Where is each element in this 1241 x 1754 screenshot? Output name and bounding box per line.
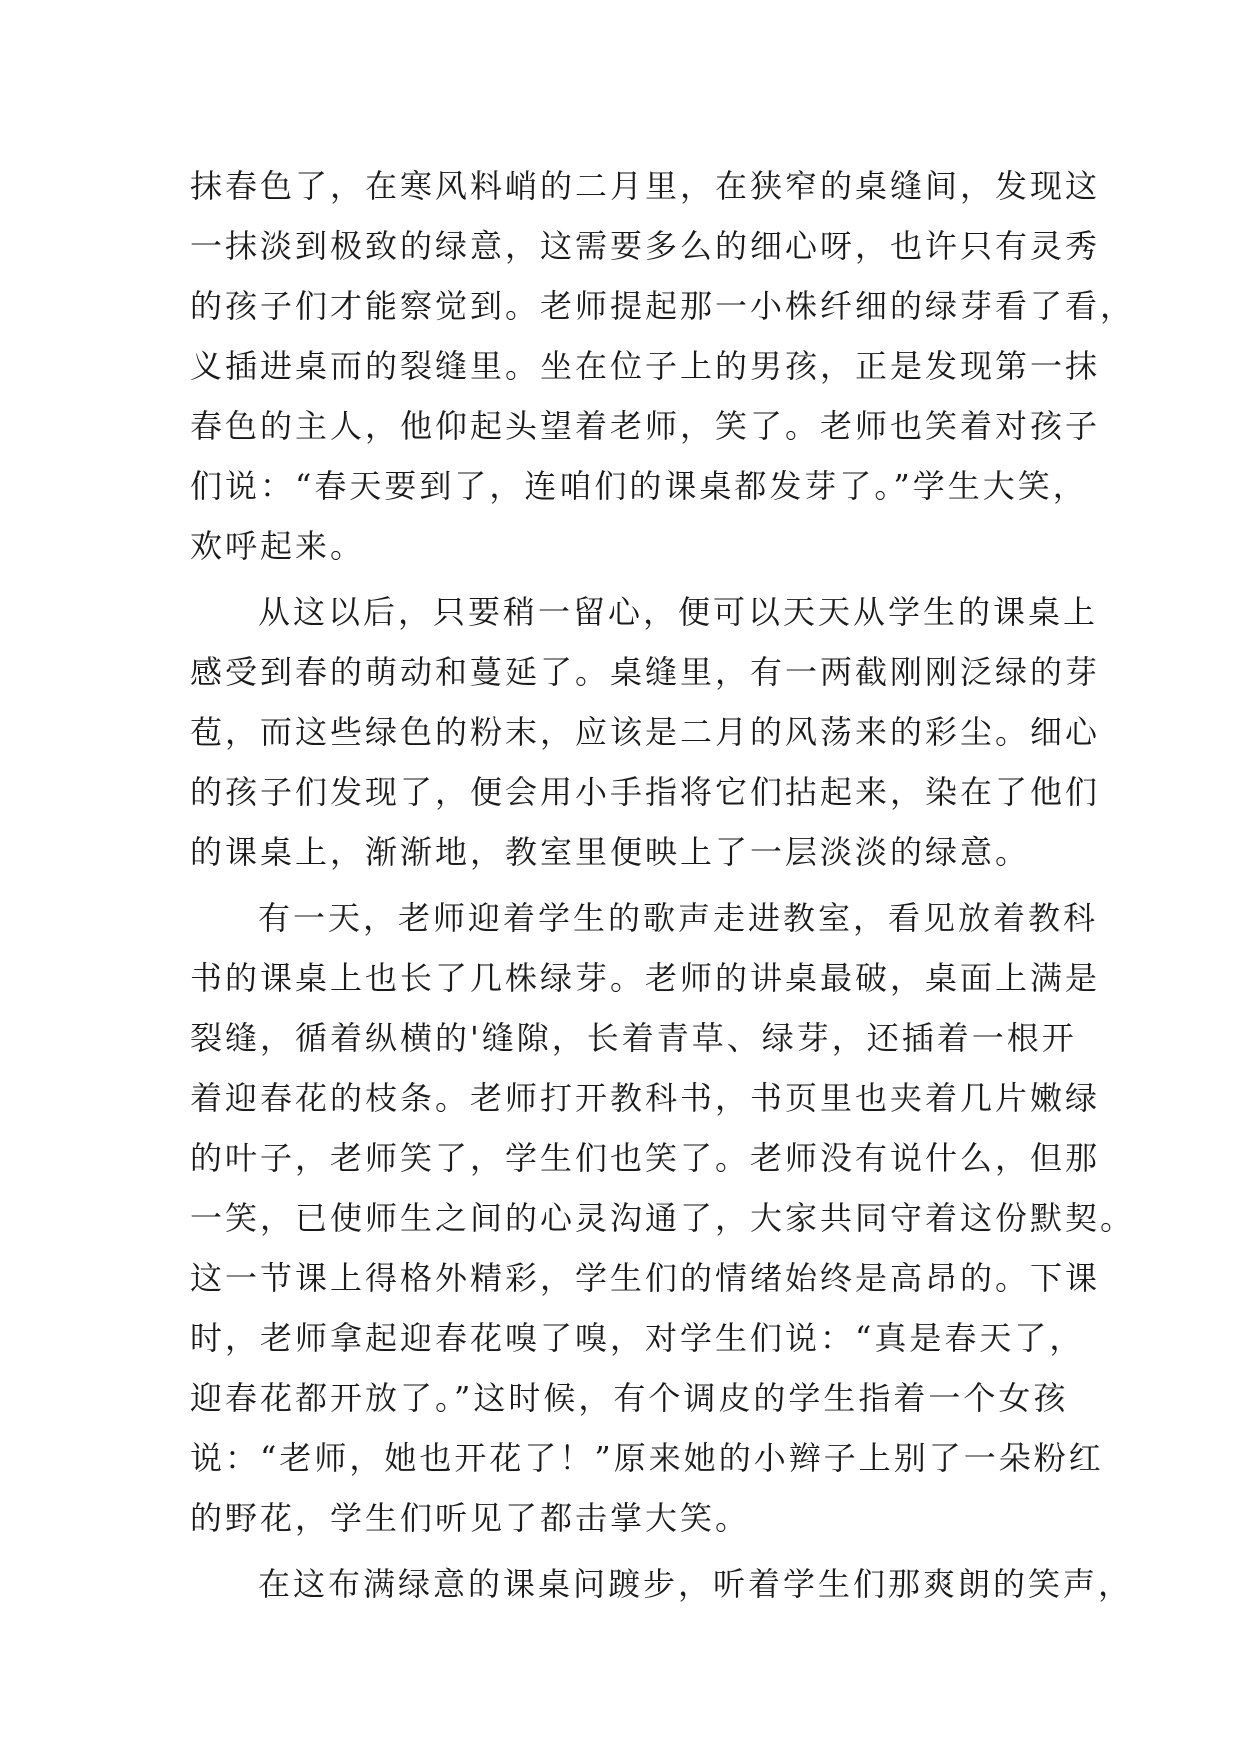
text-line: 时，老师拿起迎春花嗅了嗅，对学生们说：“真是春天了， [190,1319,1085,1357]
text-line: 的孩子们才能察觉到。老师提起那一小株纤细的绿芽看了看， [190,287,1136,325]
text-line: 裂缝，循着纵横的'缝隙，长着青草、绿芽，还插着一根开 [190,1019,1077,1057]
text-line: 的课桌上，渐渐地，教室里便映上了一层淡淡的绿意。 [190,833,1031,871]
text-line: 的孩子们发现了，便会用小手指将它们拈起来，染在了他们 [190,773,1101,811]
paragraph-4 [190,1554,1134,1614]
text-line: 抹春色了，在寒风料峭的二月里，在狭窄的桌缝间，发现这 [190,167,1101,205]
text-line: 书的课桌上也长了几株绿芽。老师的讲桌最破，桌面上满是 [190,959,1101,997]
text-line: 在这布满绿意的课桌问踱步，听着学生们那爽朗的笑声， [258,1565,1134,1603]
text-line: 这一节课上得格外精彩，学生们的情绪始终是高昂的。下课 [190,1259,1101,1297]
text-line: 一抹淡到极致的绿意，这需要多么的细心呀，也许只有灵秀 [190,227,1101,265]
paragraph-3 [190,888,1136,1548]
text-line: 说：“老师，她也开花了！”原来她的小辫子上别了一朵粉红 [190,1439,1104,1477]
text-line: 迎春花都开放了。”这时候，有个调皮的学生指着一个女孩 [190,1379,1069,1417]
text-line: 们说：“春天要到了，连咱们的课桌都发芽了。”学生大笑， [190,467,1088,505]
text-line: 苞，而这些绿色的粉末，应该是二月的风荡来的彩尘。细心 [190,713,1101,751]
text-line: 春色的主人，他仰起头望着老师，笑了。老师也笑着对孩子 [190,407,1101,445]
text-line: 从这以后，只要稍一留心，便可以天天从学生的课桌上 [258,593,1099,631]
text-line: 义插进桌而的裂缝里。坐在位子上的男孩，正是发现第一抹 [190,347,1101,385]
text-line: 一笑，已使师生之间的心灵沟通了，大家共同守着这份默契。 [190,1199,1136,1237]
body-text [190,156,1136,1614]
paragraph-2 [190,582,1101,882]
text-line: 的野花，学生们听见了都击掌大笑。 [190,1499,751,1537]
paragraph-1 [190,156,1136,576]
text-line: 的叶子，老师笑了，学生们也笑了。老师没有说什么，但那 [190,1139,1101,1177]
text-line: 感受到春的萌动和蔓延了。桌缝里，有一两截刚刚泛绿的芽 [190,653,1101,691]
text-line: 着迎春花的枝条。老师打开教科书，书页里也夹着几片嫩绿 [190,1079,1101,1117]
text-line: 有一天，老师迎着学生的歌声走进教室，看见放着教科 [258,899,1099,937]
text-line: 欢呼起来。 [190,527,366,565]
